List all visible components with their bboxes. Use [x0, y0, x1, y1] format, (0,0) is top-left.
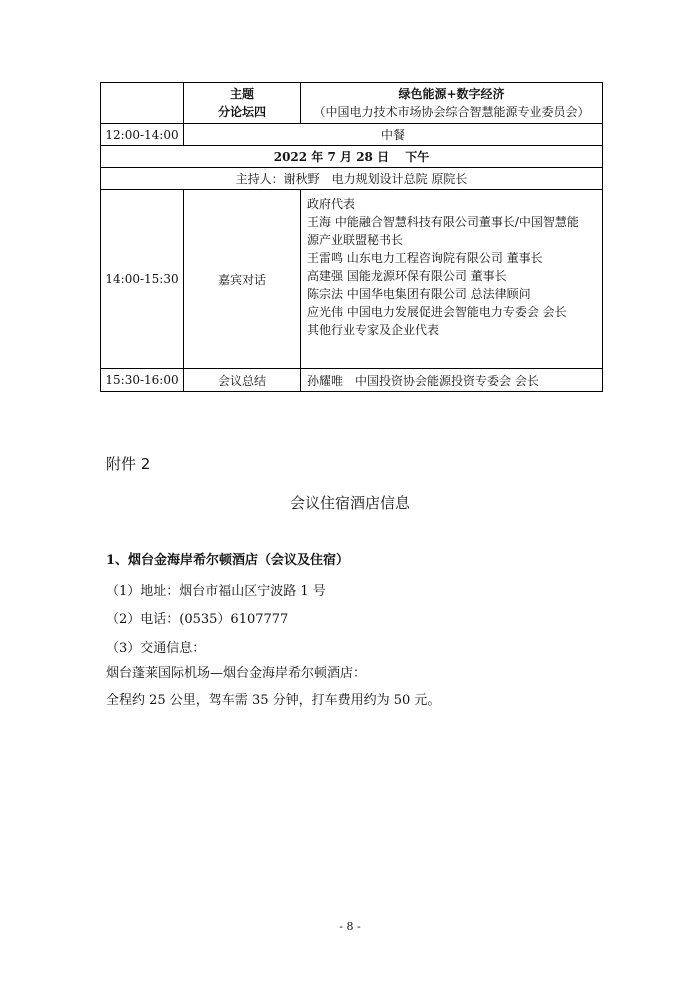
lunch-row [101, 124, 603, 146]
hotel-address: （1）地址：烟台市福山区宁波路 1 号 [106, 584, 326, 599]
header-theme: 绿色能源+数字经济 [398, 87, 505, 101]
guest-line: 王海 中能融合智慧科技有限公司董事长/中国智慧能 [307, 215, 579, 229]
guest-line: 源产业联盟秘书长 [307, 233, 404, 247]
table-header-row [101, 83, 603, 124]
date-row [101, 146, 603, 168]
date-label: 2022 年 7 月 28 日 下午 [101, 146, 603, 168]
attachment-label: 附件 2 [106, 455, 151, 473]
header-topic-cell [184, 83, 301, 124]
hotel-route: 烟台蓬莱国际机场—烟台金海岸希尔顿酒店： [106, 666, 367, 681]
guest-list [301, 190, 603, 369]
summary-time: 15:30-16:00 [101, 369, 184, 392]
doc-title: 会议住宿酒店信息 [289, 494, 410, 512]
summary-content: 孙耀唯 中国投资协会能源投资专委会 会长 [301, 369, 603, 392]
hotel-route-detail: 全程约 25 公里，驾车需 35 分钟，打车费用约为 50 元。 [106, 693, 441, 708]
guest-line: 高建强 国能龙源环保有限公司 董事长 [307, 269, 507, 283]
guest-line: 其他行业专家及企业代表 [307, 323, 440, 337]
host-label: 主持人：谢秋野 电力规划设计总院 原院长 [101, 168, 603, 190]
hotel-traffic-label: （3）交通信息： [106, 641, 206, 656]
schedule-table [100, 82, 603, 392]
host-row [101, 168, 603, 190]
guest-line: 陈宗法 中国华电集团有限公司 总法律顾问 [307, 287, 531, 301]
dialogue-time: 14:00-15:30 [101, 190, 184, 369]
summary-row [101, 369, 603, 392]
page-number: - 8 - [339, 920, 361, 933]
guest-line: 王雷鸣 山东电力工程咨询院有限公司 董事长 [307, 251, 543, 265]
guest-line: 政府代表 [307, 197, 356, 211]
dialogue-label: 嘉宾对话 [184, 190, 301, 369]
header-topic: 主题 [229, 87, 254, 101]
header-theme-cell [301, 83, 603, 124]
lunch-time: 12:00-14:00 [101, 124, 184, 146]
header-forum: 分论坛四 [217, 105, 266, 119]
dialogue-row [101, 190, 603, 369]
guest-line: 应光伟 中国电力发展促进会智能电力专委会 会长 [307, 305, 567, 319]
hotel-phone: （2）电话：(0535）6107777 [106, 612, 289, 627]
hotel-name: 1、烟台金海岸希尔顿酒店（会议及住宿） [106, 553, 350, 568]
lunch-label: 中餐 [184, 124, 603, 146]
header-organizer: （中国电力技术市场协会综合智慧能源专业委员会） [313, 105, 590, 119]
summary-label: 会议总结 [184, 369, 301, 392]
header-blank-cell [101, 83, 184, 124]
